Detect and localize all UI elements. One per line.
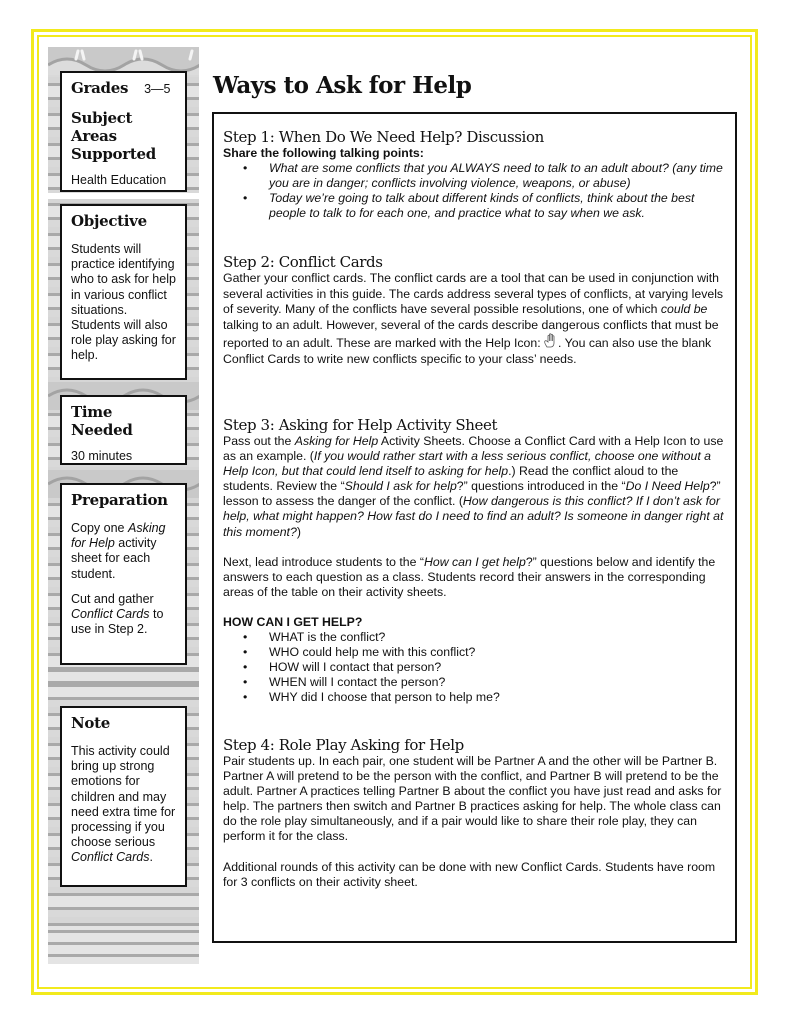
time-needed-box	[60, 395, 187, 465]
help-questions-list	[223, 630, 731, 705]
help-question: • HOW will I contact that person?	[269, 660, 731, 675]
preparation-text-1: Copy one Asking for Help activity sheet for each student.	[71, 521, 166, 581]
subject-areas-heading: Subject Areas Supported	[71, 109, 156, 163]
note-heading: Note	[71, 714, 110, 732]
how-can-i-get-help-heading: HOW CAN I GET HELP?	[223, 614, 363, 629]
step-2-heading: Step 2: Conflict Cards	[223, 253, 383, 271]
sidebar-gap	[48, 669, 199, 687]
step-2-section	[223, 253, 731, 368]
step-4-heading: Step 4: Role Play Asking for Help	[223, 736, 464, 754]
help-hand-icon	[544, 333, 558, 348]
step-4-paragraph-2: Additional rounds of this activity can be done with new Conflict Cards. Students have room for 3 conflicts on their activity sheet.	[223, 859, 716, 889]
subject-areas-value: Health Education	[71, 173, 167, 187]
talking-point: • What are some conflicts that you ALWAYS need to talk to an adult about? (any time you are in danger; conflicts involving violence, weapons, or abuse)	[269, 161, 731, 191]
grades-value: 3—5	[144, 82, 171, 96]
preparation-box	[60, 483, 187, 665]
step-3-paragraph-1: Pass out the Asking for Help Activity Sheets. Choose a Conflict Card with a Help Icon to use as an example. (If you would rather start with a less serious conflict, choose one without a Help Icon, but that could lend itself to asking for help.) Read the conflict aloud to the students. Review the “Should I ask for help?” questions introduced in the “Do I Need Help?” lesson to assess the danger of the conflict. (How dangerous is this conflict? If I don’t ask for help, what might happen? How fast do I need to find an adult? Is someone in danger right at this moment?)	[223, 434, 724, 539]
preparation-text-2: Cut and gather Conflict Cards to use in Step 2.	[71, 591, 164, 637]
step-1-intro: Share the following talking points:	[223, 146, 424, 160]
sidebar-footer-stripes	[48, 930, 199, 964]
objective-heading: Objective	[71, 212, 147, 230]
objective-text: Students will practice identifying who to ask for help in various conflict situations. Students will also role play asking for help.	[71, 242, 176, 363]
preparation-heading: Preparation	[71, 491, 168, 509]
step-3-section	[223, 416, 731, 706]
talking-point: • Today we’re going to talk about different kinds of conflicts, think about the best people to talk to for each one, and practice what to say when we ask.	[269, 191, 731, 221]
step-3-heading: Step 3: Asking for Help Activity Sheet	[223, 416, 498, 434]
step-1-heading: Step 1: When Do We Need Help? Discussion	[223, 128, 544, 146]
help-question: • WHAT is the conflict?	[269, 630, 731, 645]
help-question: • WHY did I choose that person to help me?	[269, 690, 731, 705]
help-question: • WHEN will I contact the person?	[269, 675, 731, 690]
time-needed-heading: Time Needed	[71, 403, 133, 439]
talking-points-list	[223, 161, 731, 221]
grades-label: Grades	[71, 79, 129, 97]
note-box	[60, 706, 187, 887]
sidebar-gap	[48, 193, 199, 199]
step-2-text: Gather your conflict cards. The conflict cards are a tool that can be used in conjunction with several activities in this guide. The cards address several types of conflicts, at varying levels of severity. Many of the conflicts have several possible resolutions, one of which could be talking to an adult. However, several of the cards describe dangerous conflicts that must be reported to an adult. These are marked with the Help Icon: . You can also use the blank Conflict Cards to write new conflicts specific to your class’ needs.	[223, 271, 724, 366]
objective-box	[60, 204, 187, 380]
note-text: This activity could bring up strong emotions for children and may need extra time for processing if you choose serious Conflict Cards.	[71, 744, 176, 865]
step-1-section	[223, 128, 731, 221]
page-title: Ways to Ask for Help	[213, 72, 472, 99]
step-4-section	[223, 736, 731, 890]
step-4-paragraph-1: Pair students up. In each pair, one student will be Partner A and the other will be Partner B. Partner A will pretend to be the person with the conflict, and Partner B will pretend to be the adult. Partner A practices telling Partner B about the conflict you have just read and asks for help. The partners then switch and Partner B practices asking for help. The whole class can do the role play simultaneously, and if a pair would like to share their role play, they can perform it for the class.	[223, 754, 722, 844]
help-question: • WHO could help me with this conflict?	[269, 645, 731, 660]
grades-subject-box	[60, 71, 187, 192]
step-3-paragraph-2: Next, lead introduce students to the “How can I get help?” questions below and identify the answers to each question as a class. Students record their answers in the corresponding areas of the table on their activity sheets.	[223, 554, 716, 599]
time-needed-value: 30 minutes	[71, 449, 133, 463]
